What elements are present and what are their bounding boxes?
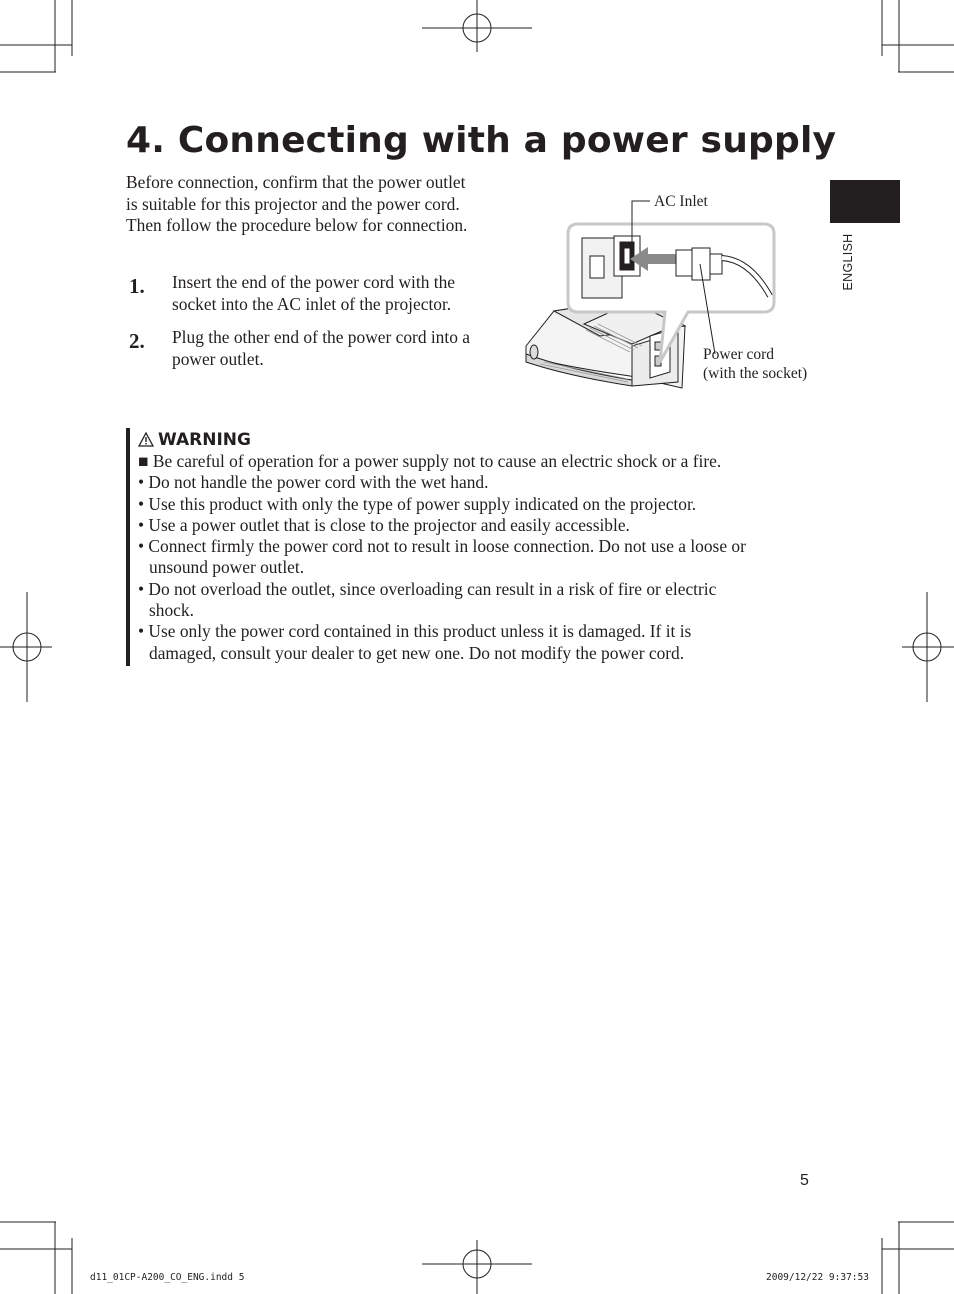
warning-heading xyxy=(138,429,251,451)
warning-line: unsound power outlet. xyxy=(149,557,305,578)
warning-line: shock. xyxy=(149,600,194,621)
language-tab xyxy=(830,180,900,223)
language-label: ENGLISH xyxy=(841,233,855,291)
ac-inlet-label: AC Inlet xyxy=(654,193,708,210)
power-cord-label xyxy=(703,345,807,383)
step-text xyxy=(172,272,455,315)
step-number: 2. xyxy=(129,329,145,353)
warning-line: • Do not handle the power cord with the wet hand. xyxy=(138,472,489,493)
warning-bar xyxy=(126,428,130,666)
intro-line: is suitable for this projector and the power cord. xyxy=(126,193,460,214)
power-cord-label-line: (with the socket) xyxy=(703,365,808,382)
page-number: 5 xyxy=(800,1172,809,1189)
intro-paragraph xyxy=(126,172,521,237)
step-number: 1. xyxy=(129,274,145,298)
warning-line: ■ Be careful of operation for a power supply not to cause an electric shock or a fire. xyxy=(138,451,722,471)
intro-line: Then follow the procedure below for connection. xyxy=(126,215,468,235)
intro-line: Before connection, confirm that the power outlet xyxy=(126,172,466,192)
warning-line: damaged, consult your dealer to get new one. Do not modify the power cord. xyxy=(149,642,685,663)
slug-file-info: d11_01CP-A200_CO_ENG.indd 5 xyxy=(90,1272,245,1283)
warning-line: • Use a power outlet that is close to the projector and easily accessible. xyxy=(138,514,630,535)
warning-line: • Connect firmly the power cord not to result in loose connection. Do not use a loose or xyxy=(138,536,746,557)
warning-triangle-icon xyxy=(138,432,154,447)
step-text xyxy=(172,327,470,370)
warning-list xyxy=(138,451,746,664)
power-cord-label-line: Power cord xyxy=(703,346,775,363)
warning-heading-text: WARNING xyxy=(158,430,251,450)
warning-line: • Use only the power cord contained in this product unless it is damaged. If it is xyxy=(138,621,692,642)
step-line: power outlet. xyxy=(172,348,264,369)
step-line: Insert the end of the power cord with the xyxy=(172,272,455,292)
warning-line: • Do not overload the outlet, since overloading can result in a risk of fire or electric xyxy=(138,578,717,599)
step-line: socket into the AC inlet of the projector. xyxy=(172,293,452,314)
page-title: 4. Connecting with a power supply xyxy=(126,120,837,161)
power-connection-figure xyxy=(520,186,830,396)
slug-timestamp: 2009/12/22 9:37:53 xyxy=(766,1272,869,1283)
step-line: Plug the other end of the power cord into a xyxy=(172,327,470,347)
warning-line: • Use this product with only the type of power supply indicated on the projector. xyxy=(138,493,697,514)
